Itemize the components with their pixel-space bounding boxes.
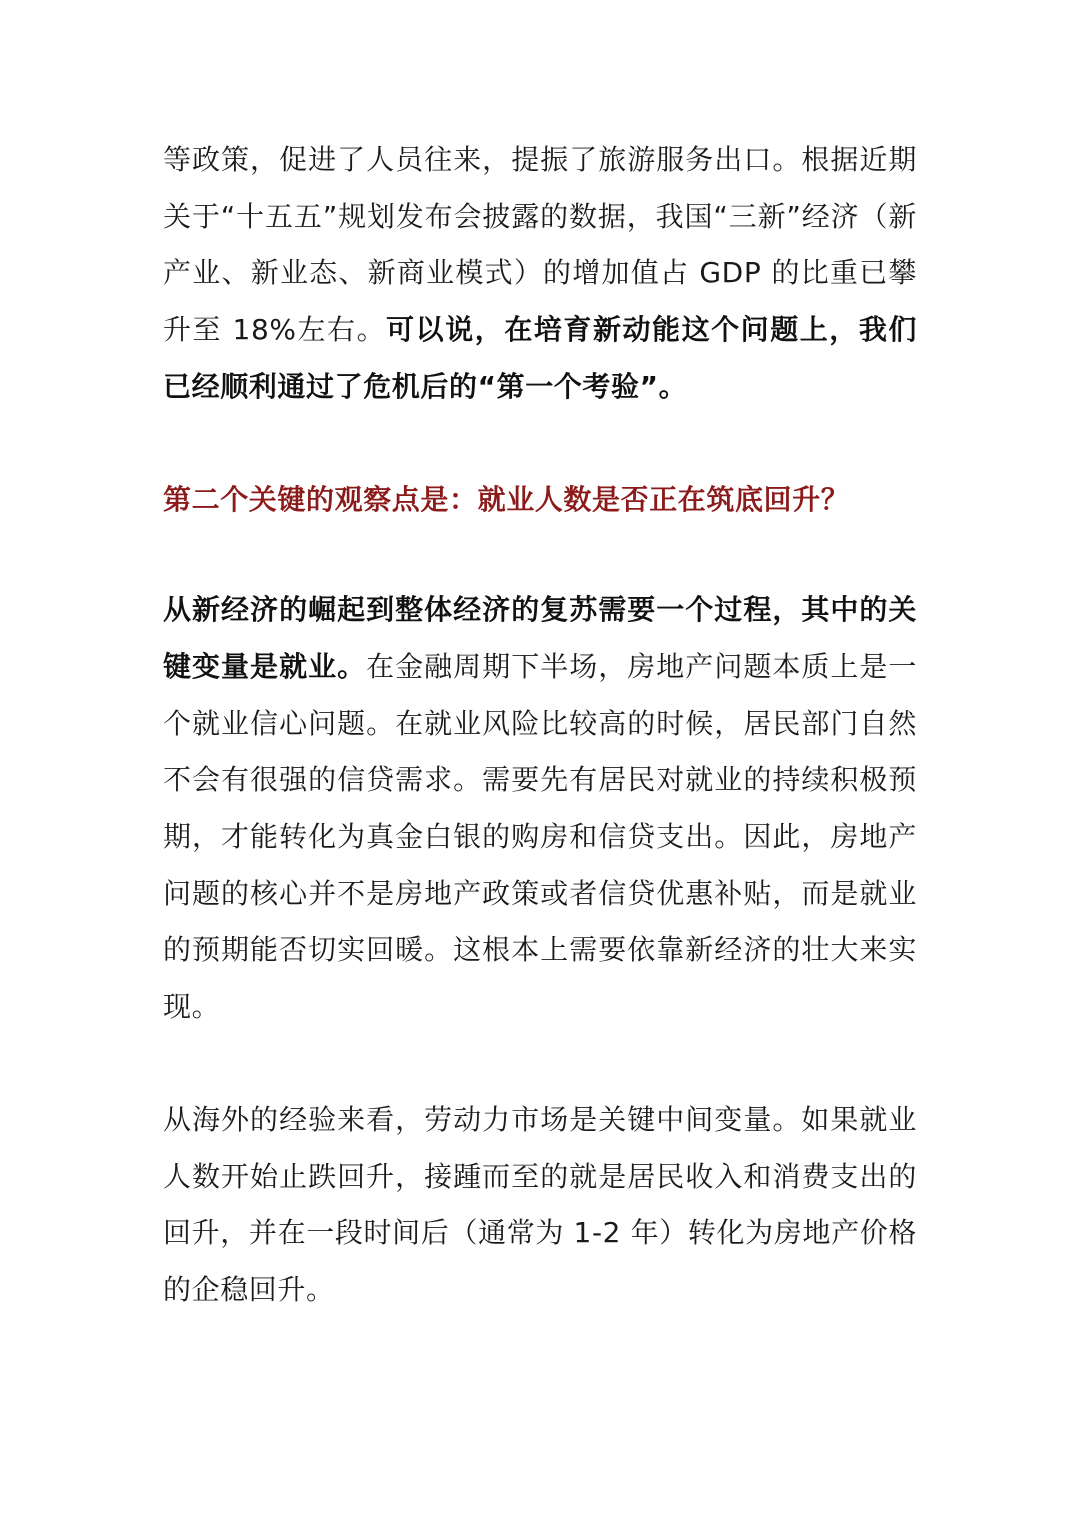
emphasis-text: 从新经济的崛起到整体经济的复苏需要一个过程，其中的关键变量是就业。 bbox=[163, 593, 917, 683]
paragraph-text: 等政策，促进了人员往来，提振了旅游服务出口。根据近期关于“十五五”规划发布会披露的数据，我国“三新”经济（新产业、新业态、新商业模式）的增加值占 GDP 的比重已攀升至 18%左右。 bbox=[163, 143, 917, 347]
paragraph-new-momentum bbox=[163, 132, 917, 416]
paragraph-overseas-experience bbox=[163, 1092, 917, 1319]
paragraph-text: 在金融周期下半场，房地产问题本质上是一个就业信心问题。在就业风险比较高的时候，居民部门自然不会有很强的信贷需求。需要先有居民对就业的持续积极预期，才能转化为真金白银的购房和信贷支出。因此，房地产问题的核心并不是房地产政策或者信贷优惠补贴，而是就业的预期能否切实回暖。这根本上需要依靠新经济的壮大来实现。 bbox=[163, 649, 918, 1024]
paragraph-text: 从海外的经验来看，劳动力市场是关键中间变量。如果就业人数开始止跌回升，接踵而至的就是居民收入和消费支出的回升，并在一段时间后（通常为 1-2 年）转化为房地产价格的企稳回升。 bbox=[163, 1102, 917, 1306]
section-heading: 第二个关键的观察点是：就业人数是否正在筑底回升？ bbox=[163, 482, 850, 516]
emphasis-text: 可以说，在培育新动能这个问题上，我们已经顺利通过了危机后的“第一个考验”。 bbox=[163, 313, 917, 403]
article-body bbox=[163, 132, 917, 1319]
paragraph-employment bbox=[163, 582, 917, 1036]
